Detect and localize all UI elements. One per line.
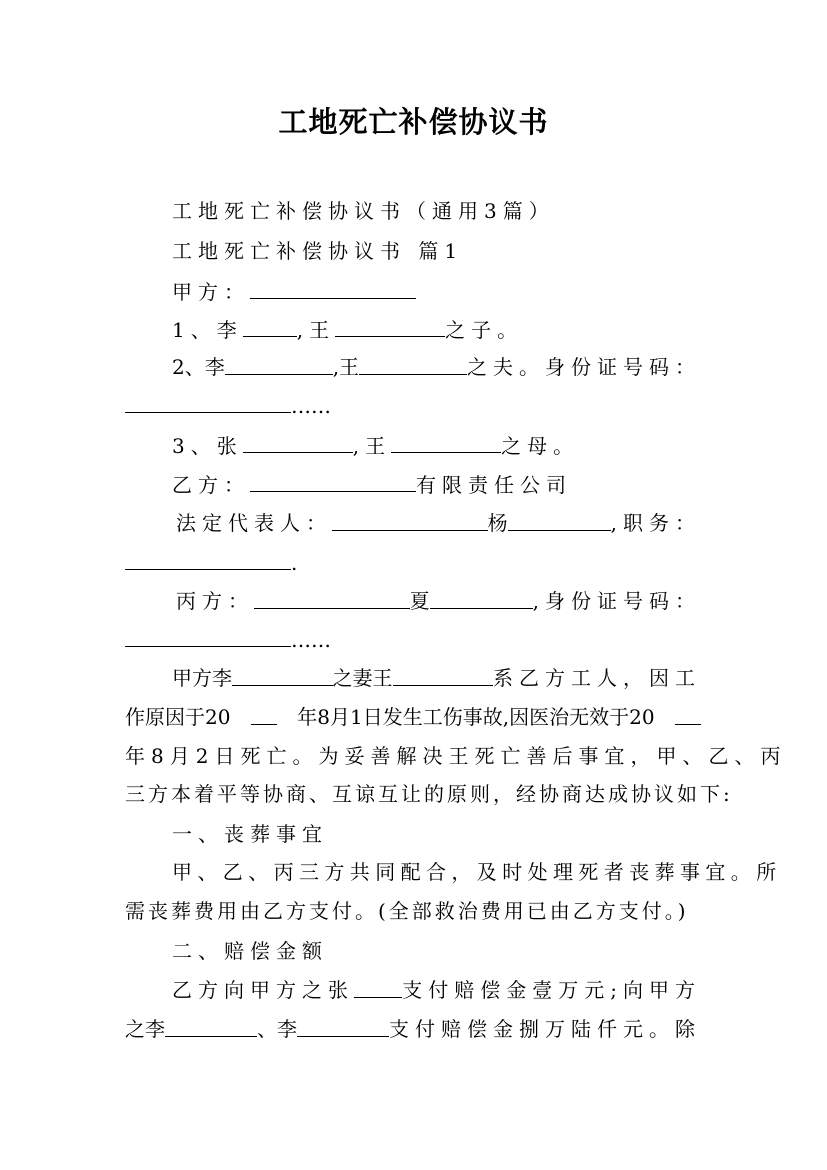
item-1-blank-2	[335, 316, 445, 337]
para-1-l2-a: 作原因于20	[125, 705, 231, 729]
legal-rep-blank-2	[508, 510, 611, 531]
item-3-blank-2	[391, 432, 501, 453]
legal-rep-suffix: ,职务：	[610, 511, 701, 535]
item-3-prefix: 3、张	[172, 434, 243, 458]
item-3-suffix: 之母。	[501, 434, 580, 458]
subtitle: 工地死亡补偿协议书（通用3篇）	[172, 199, 555, 223]
part-heading: 工地死亡补偿协议书 篇1	[172, 239, 464, 263]
legal-rep-continuation	[125, 549, 297, 576]
para-1-blank-2	[393, 665, 494, 686]
para-2-line-1: 甲、乙、丙三方共同配合，及时处理死者丧葬事宜。所	[172, 860, 782, 884]
para-3-blank-2	[165, 1016, 257, 1037]
para-1-l1-c: 系乙方工人，因工	[493, 666, 701, 690]
party-a-line	[172, 278, 416, 305]
document-title: 工地死亡补偿协议书	[278, 105, 549, 139]
party-b-suffix: 有限责任公司	[416, 473, 572, 497]
para-3-line-2	[125, 1016, 701, 1042]
party-c-ellipsis: ……	[291, 628, 331, 652]
legal-rep-end: .	[291, 551, 298, 575]
section-1-heading: 一、丧葬事宜	[172, 822, 328, 846]
para-3-blank-1	[354, 977, 402, 998]
section-2-heading: 二、赔偿金额	[172, 939, 328, 963]
para-3-line-1	[125, 977, 701, 1003]
para-1-blank-1	[232, 665, 333, 686]
item-1-mid: ,王	[296, 318, 336, 342]
para-1-blank-3	[251, 704, 277, 725]
item-2-ellipsis: ……	[291, 394, 331, 418]
para-1-l2-b: 年8月1日发生工伤事故,因医治无效于20	[297, 705, 655, 729]
para-3-l2-b: 、李	[257, 1017, 297, 1041]
party-c-mid: 夏	[409, 589, 430, 613]
para-2-line-2: 需丧葬费用由乙方支付。(全部救治费用已由乙方支付。)	[125, 899, 689, 923]
party-c-id-blank	[125, 626, 291, 647]
item-1-suffix: 之子。	[445, 318, 524, 342]
para-3-l2-a: 之李	[125, 1017, 165, 1041]
party-c-line	[125, 588, 701, 614]
party-c-blank-2	[430, 588, 533, 609]
legal-rep-label: 法定代表人：	[176, 511, 332, 535]
item-1-prefix: 1、李	[172, 318, 243, 342]
party-c-suffix: ,身份证号码：	[532, 589, 701, 613]
para-3-l1-a: 乙方向甲方之张	[172, 978, 354, 1002]
para-3-l1-b: 支付赔偿金壹万元;向甲方	[402, 978, 701, 1002]
item-3-line	[172, 432, 579, 459]
party-c-blank-1	[254, 588, 410, 609]
item-2-line	[125, 354, 701, 380]
legal-rep-line	[125, 510, 701, 536]
item-2-suffix: 之夫。身份证号码：	[467, 355, 701, 379]
position-blank	[125, 549, 291, 570]
para-1-l1-a: 甲方李	[172, 666, 232, 690]
item-2-blank-2	[359, 354, 467, 375]
para-3-blank-3	[297, 1016, 389, 1037]
id-number-blank	[125, 392, 291, 413]
legal-rep-blank-1	[332, 510, 488, 531]
para-1-line-3: 年8月2日死亡。为妥善解决王死亡善后事宜，甲、乙、丙	[125, 744, 787, 768]
para-1-line-4: 三方本着平等协商、互谅互让的原则，经协商达成协议如下:	[125, 782, 733, 806]
para-3-l2-c: 支付赔偿金捌万陆仟元。除	[389, 1017, 701, 1041]
item-1-line	[172, 316, 523, 343]
party-a-blank	[250, 278, 416, 299]
item-1-blank-1	[243, 316, 297, 337]
party-b-blank	[250, 471, 416, 492]
party-b-label: 乙方：	[172, 473, 250, 497]
item-2-mid: ,王	[332, 355, 360, 379]
para-1-line-1	[125, 665, 701, 691]
party-a-label: 甲方：	[172, 280, 250, 304]
party-c-continuation	[125, 626, 331, 653]
item-2-blank-1	[225, 354, 333, 375]
para-1-line-2	[125, 704, 701, 730]
item-2-continuation	[125, 392, 331, 419]
party-b-line	[172, 471, 572, 498]
para-1-blank-4	[675, 704, 701, 725]
item-3-mid: ,王	[352, 434, 392, 458]
item-3-blank-1	[243, 432, 353, 453]
legal-rep-mid: 杨	[487, 511, 508, 535]
item-2-prefix: 2、李	[172, 355, 225, 379]
para-1-l1-b: 之妻王	[332, 666, 393, 690]
party-c-label: 丙方：	[176, 589, 254, 613]
